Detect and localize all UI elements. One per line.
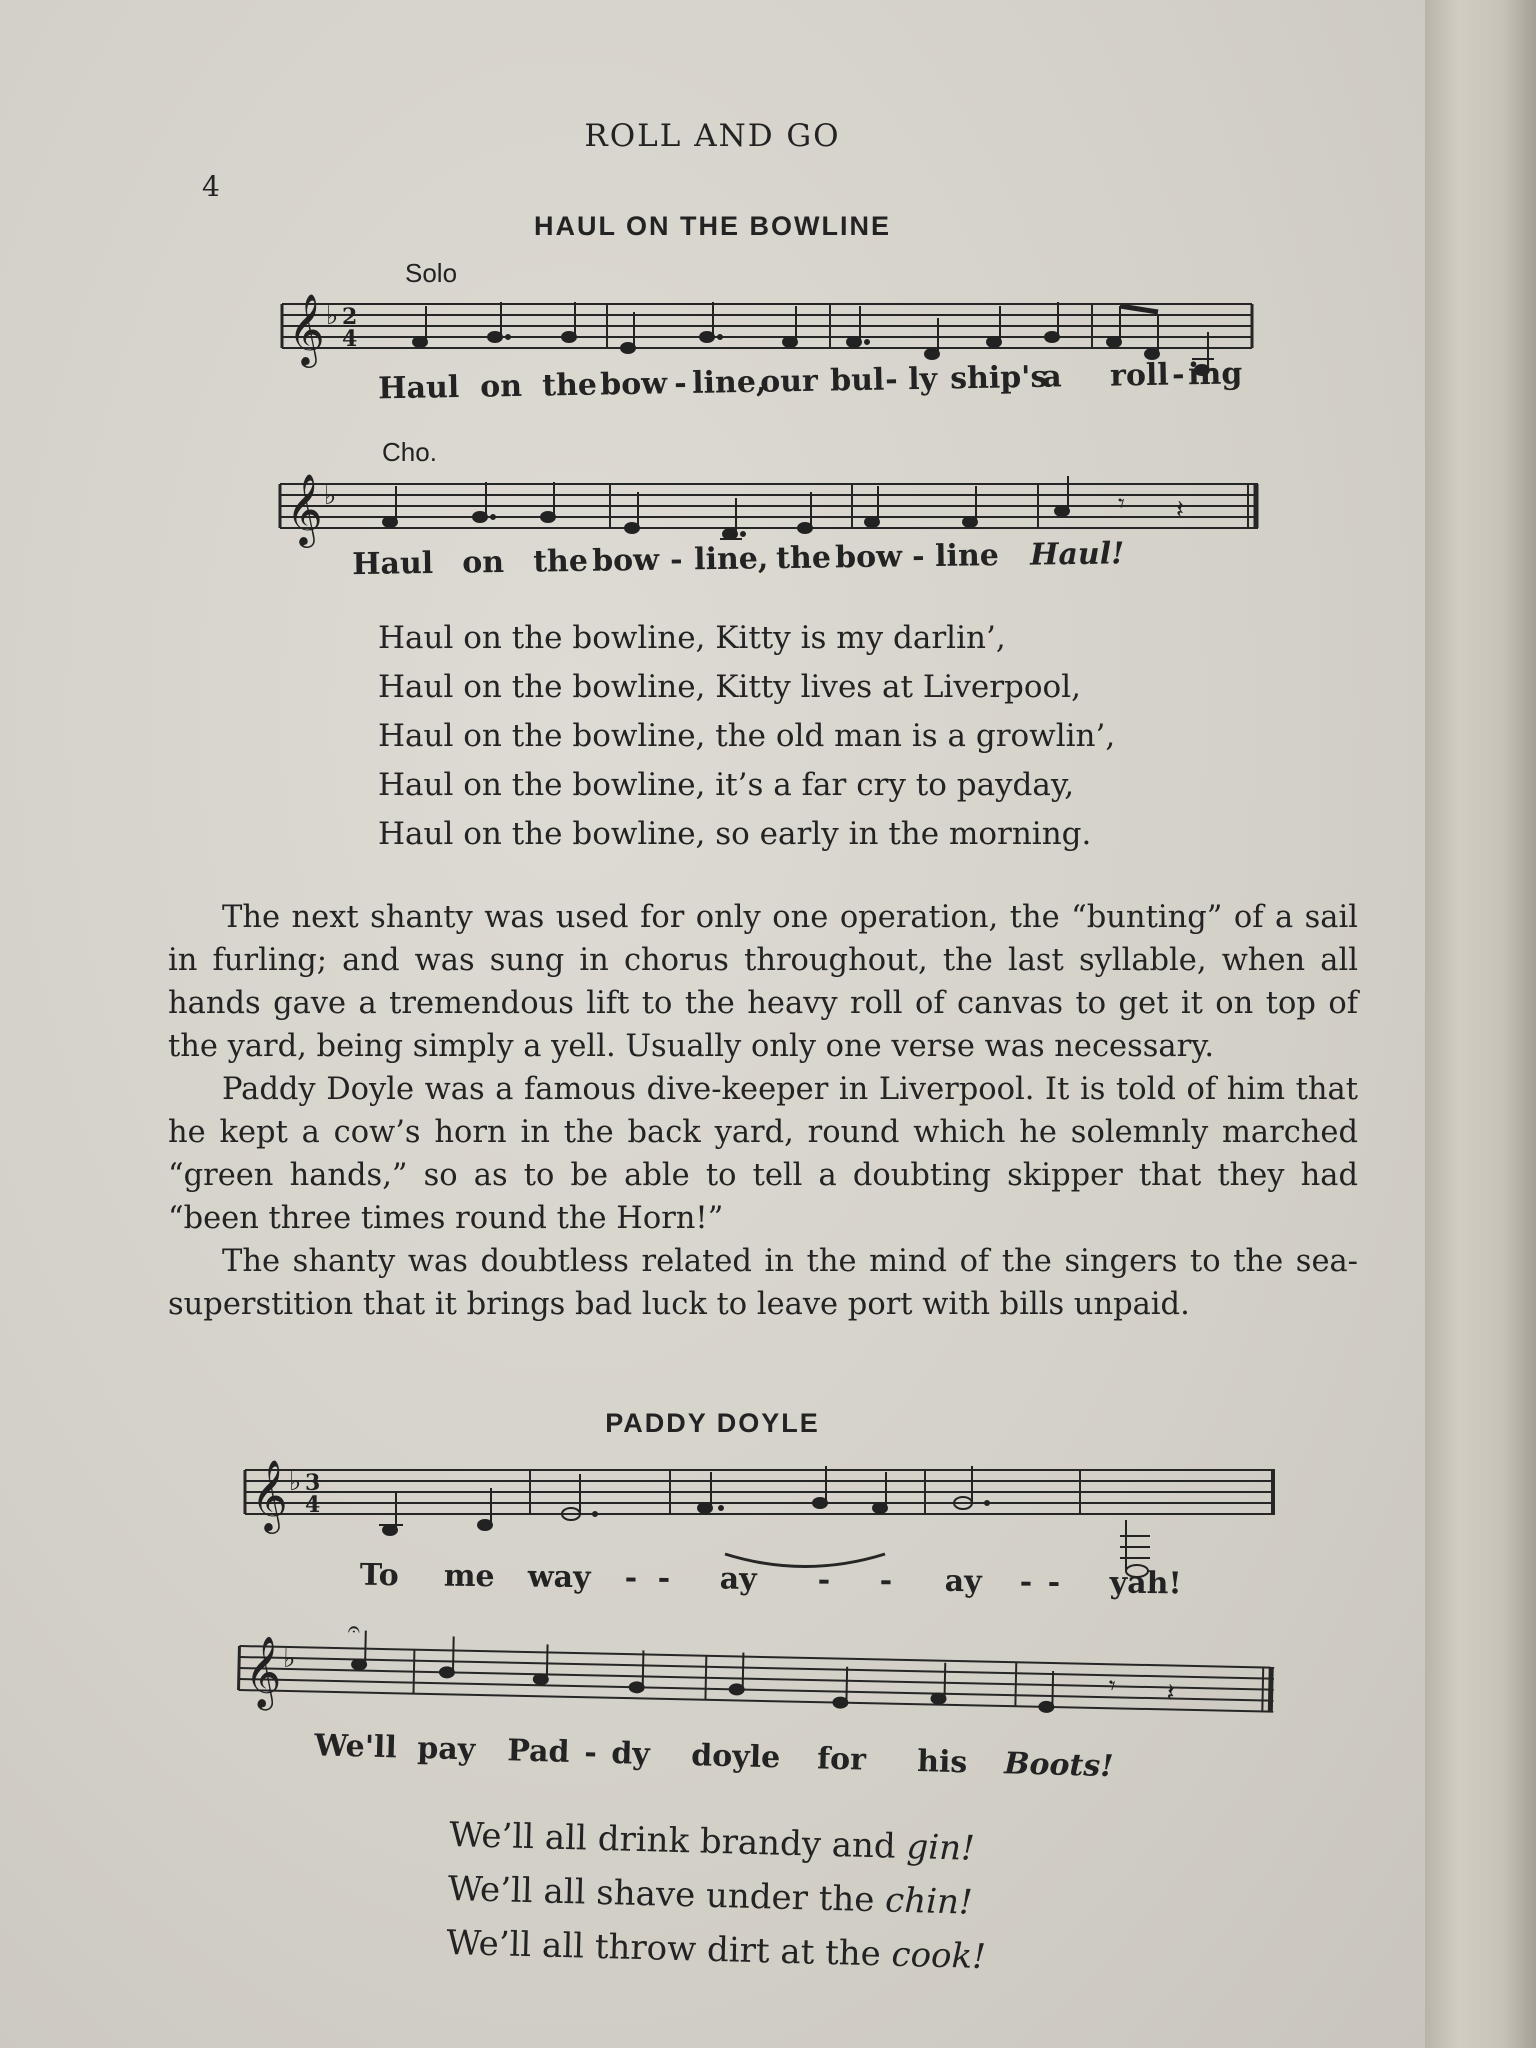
svg-text:♭: ♭ bbox=[324, 481, 337, 511]
verse-line: Haul on the bowline, Kitty is my darlin’, bbox=[378, 620, 1006, 656]
chorus-label: Cho. bbox=[382, 437, 437, 467]
prose-paragraph: The shanty was doubtless related in the mind of the singers to the sea-superstition that it brings bad luck to leave port with bills unpaid. bbox=[168, 1244, 1358, 1322]
book-page: ROLL AND GO 4 HAUL ON THE BOWLINE Solo 𝄞 ♭ 2 4 Haul on the bow - line, our bul - ly ship's a roll - ing Cho. 𝄞 ♭ 𝄾 𝄽 Haul on the bow - line, the bow - line Haul! Haul on the bowline, Kitty is my darlin’, Haul on the bowline, Kitty lives at Liverpool, Haul on the bowline, the old man is a growlin’, Haul on the bowline, it’s a far cry to payday, Haul on the bowline, so early in the morning. The next shanty was used for only one operation, the “bunting” of a sail in furling; and was sung in chorus throughout, the last syllable, when all hands gave a tremendous lift to the heavy roll of canvas to get it on top of the yard, being simply a yell. Usually only one verse was necessary. Paddy Doyle was a famous dive-keeper in Liverpool. It is told of him that he kept a cow’s horn in the back yard, round which he solemnly marched “green hands,” so as to be able to tell a doubting skipper that they had “been three times round the Horn!” The shanty was doubtless related in the mind of the singers to the sea-superstition that it brings bad luck to leave port with bills unpaid. PADDY DOYLE 𝄞 ♭ 3 4 To me way - - ay - - ay - - yah! 𝄞 ♭ 𝄐 𝄾 𝄽 We'll pay Pad - dy doyle for his Boots! We’ll all drink brandy and gin! We’ll all shave under the chin! We’ll all throw dirt at the cook! bbox=[0, 0, 1425, 2048]
song1-verses bbox=[378, 614, 1115, 859]
svg-text:𝄞: 𝄞 bbox=[288, 292, 325, 365]
svg-text:𝄞: 𝄞 bbox=[244, 1634, 283, 1708]
prose-paragraph: The next shanty was used for only one operation, the “bunting” of a sail in furling; and was sung in chorus throughout, the last syllable, when all hands gave a tremendous lift to the heavy roll of canvas to get it on top of the yard, being simply a yell. Usually only one verse was necessary. bbox=[168, 900, 1358, 1064]
svg-text:3: 3 bbox=[305, 1470, 321, 1496]
closing-line: We’ll all shave under the chin! bbox=[447, 1868, 974, 1923]
song2-closing-verses bbox=[446, 1808, 990, 1984]
verse-line: Haul on the bowline, so early in the morning. bbox=[378, 816, 1092, 852]
song-title-paddy-doyle: PADDY DOYLE bbox=[605, 1408, 820, 1438]
verse-line: Haul on the bowline, the old man is a growlin’, bbox=[378, 718, 1116, 754]
solo-label: Solo bbox=[405, 258, 458, 288]
facing-page-edge bbox=[1425, 0, 1536, 2048]
closing-line: We’ll all throw dirt at the cook! bbox=[445, 1922, 987, 1978]
prose-body bbox=[168, 896, 1358, 1326]
svg-text:♭: ♭ bbox=[282, 1643, 296, 1675]
time-signature-3-4 bbox=[305, 1470, 320, 1518]
time-signature-2-4 bbox=[342, 304, 357, 352]
music-staff-paddy-doyle-2 bbox=[240, 1617, 1280, 1730]
svg-text:𝄐: 𝄐 bbox=[347, 1617, 361, 1643]
song-title-haul-on-the-bowline: HAUL ON THE BOWLINE bbox=[534, 211, 891, 241]
svg-text:𝄞: 𝄞 bbox=[251, 1458, 288, 1531]
svg-text:𝄽: 𝄽 bbox=[1166, 1678, 1175, 1709]
closing-line: We’ll all drink brandy and gin! bbox=[448, 1814, 976, 1869]
svg-text:2: 2 bbox=[342, 304, 358, 330]
page-number: 4 bbox=[202, 170, 220, 203]
svg-text:4: 4 bbox=[342, 326, 358, 352]
svg-text:4: 4 bbox=[305, 1492, 321, 1518]
running-head: ROLL AND GO bbox=[584, 118, 841, 154]
music-staff-paddy-doyle-1 bbox=[245, 1444, 1280, 1584]
svg-text:𝄞: 𝄞 bbox=[286, 472, 323, 545]
svg-text:♭: ♭ bbox=[289, 1467, 302, 1497]
prose-paragraph: Paddy Doyle was a famous dive-keeper in Liverpool. It is told of him that he kept a cow’s horn in the back yard, round which he solemnly marched “green hands,” so as to be able to tell a doubting skipper that they had “been three times round the Horn!” bbox=[168, 1072, 1358, 1236]
svg-text:𝄾: 𝄾 bbox=[1108, 1671, 1117, 1702]
svg-text:𝄾: 𝄾 bbox=[1118, 489, 1125, 519]
verse-line: Haul on the bowline, it’s a far cry to payday, bbox=[378, 767, 1075, 803]
verse-line: Haul on the bowline, Kitty lives at Liverpool, bbox=[378, 669, 1081, 705]
svg-text:♭: ♭ bbox=[326, 301, 339, 331]
svg-text:𝄽: 𝄽 bbox=[1176, 495, 1184, 525]
